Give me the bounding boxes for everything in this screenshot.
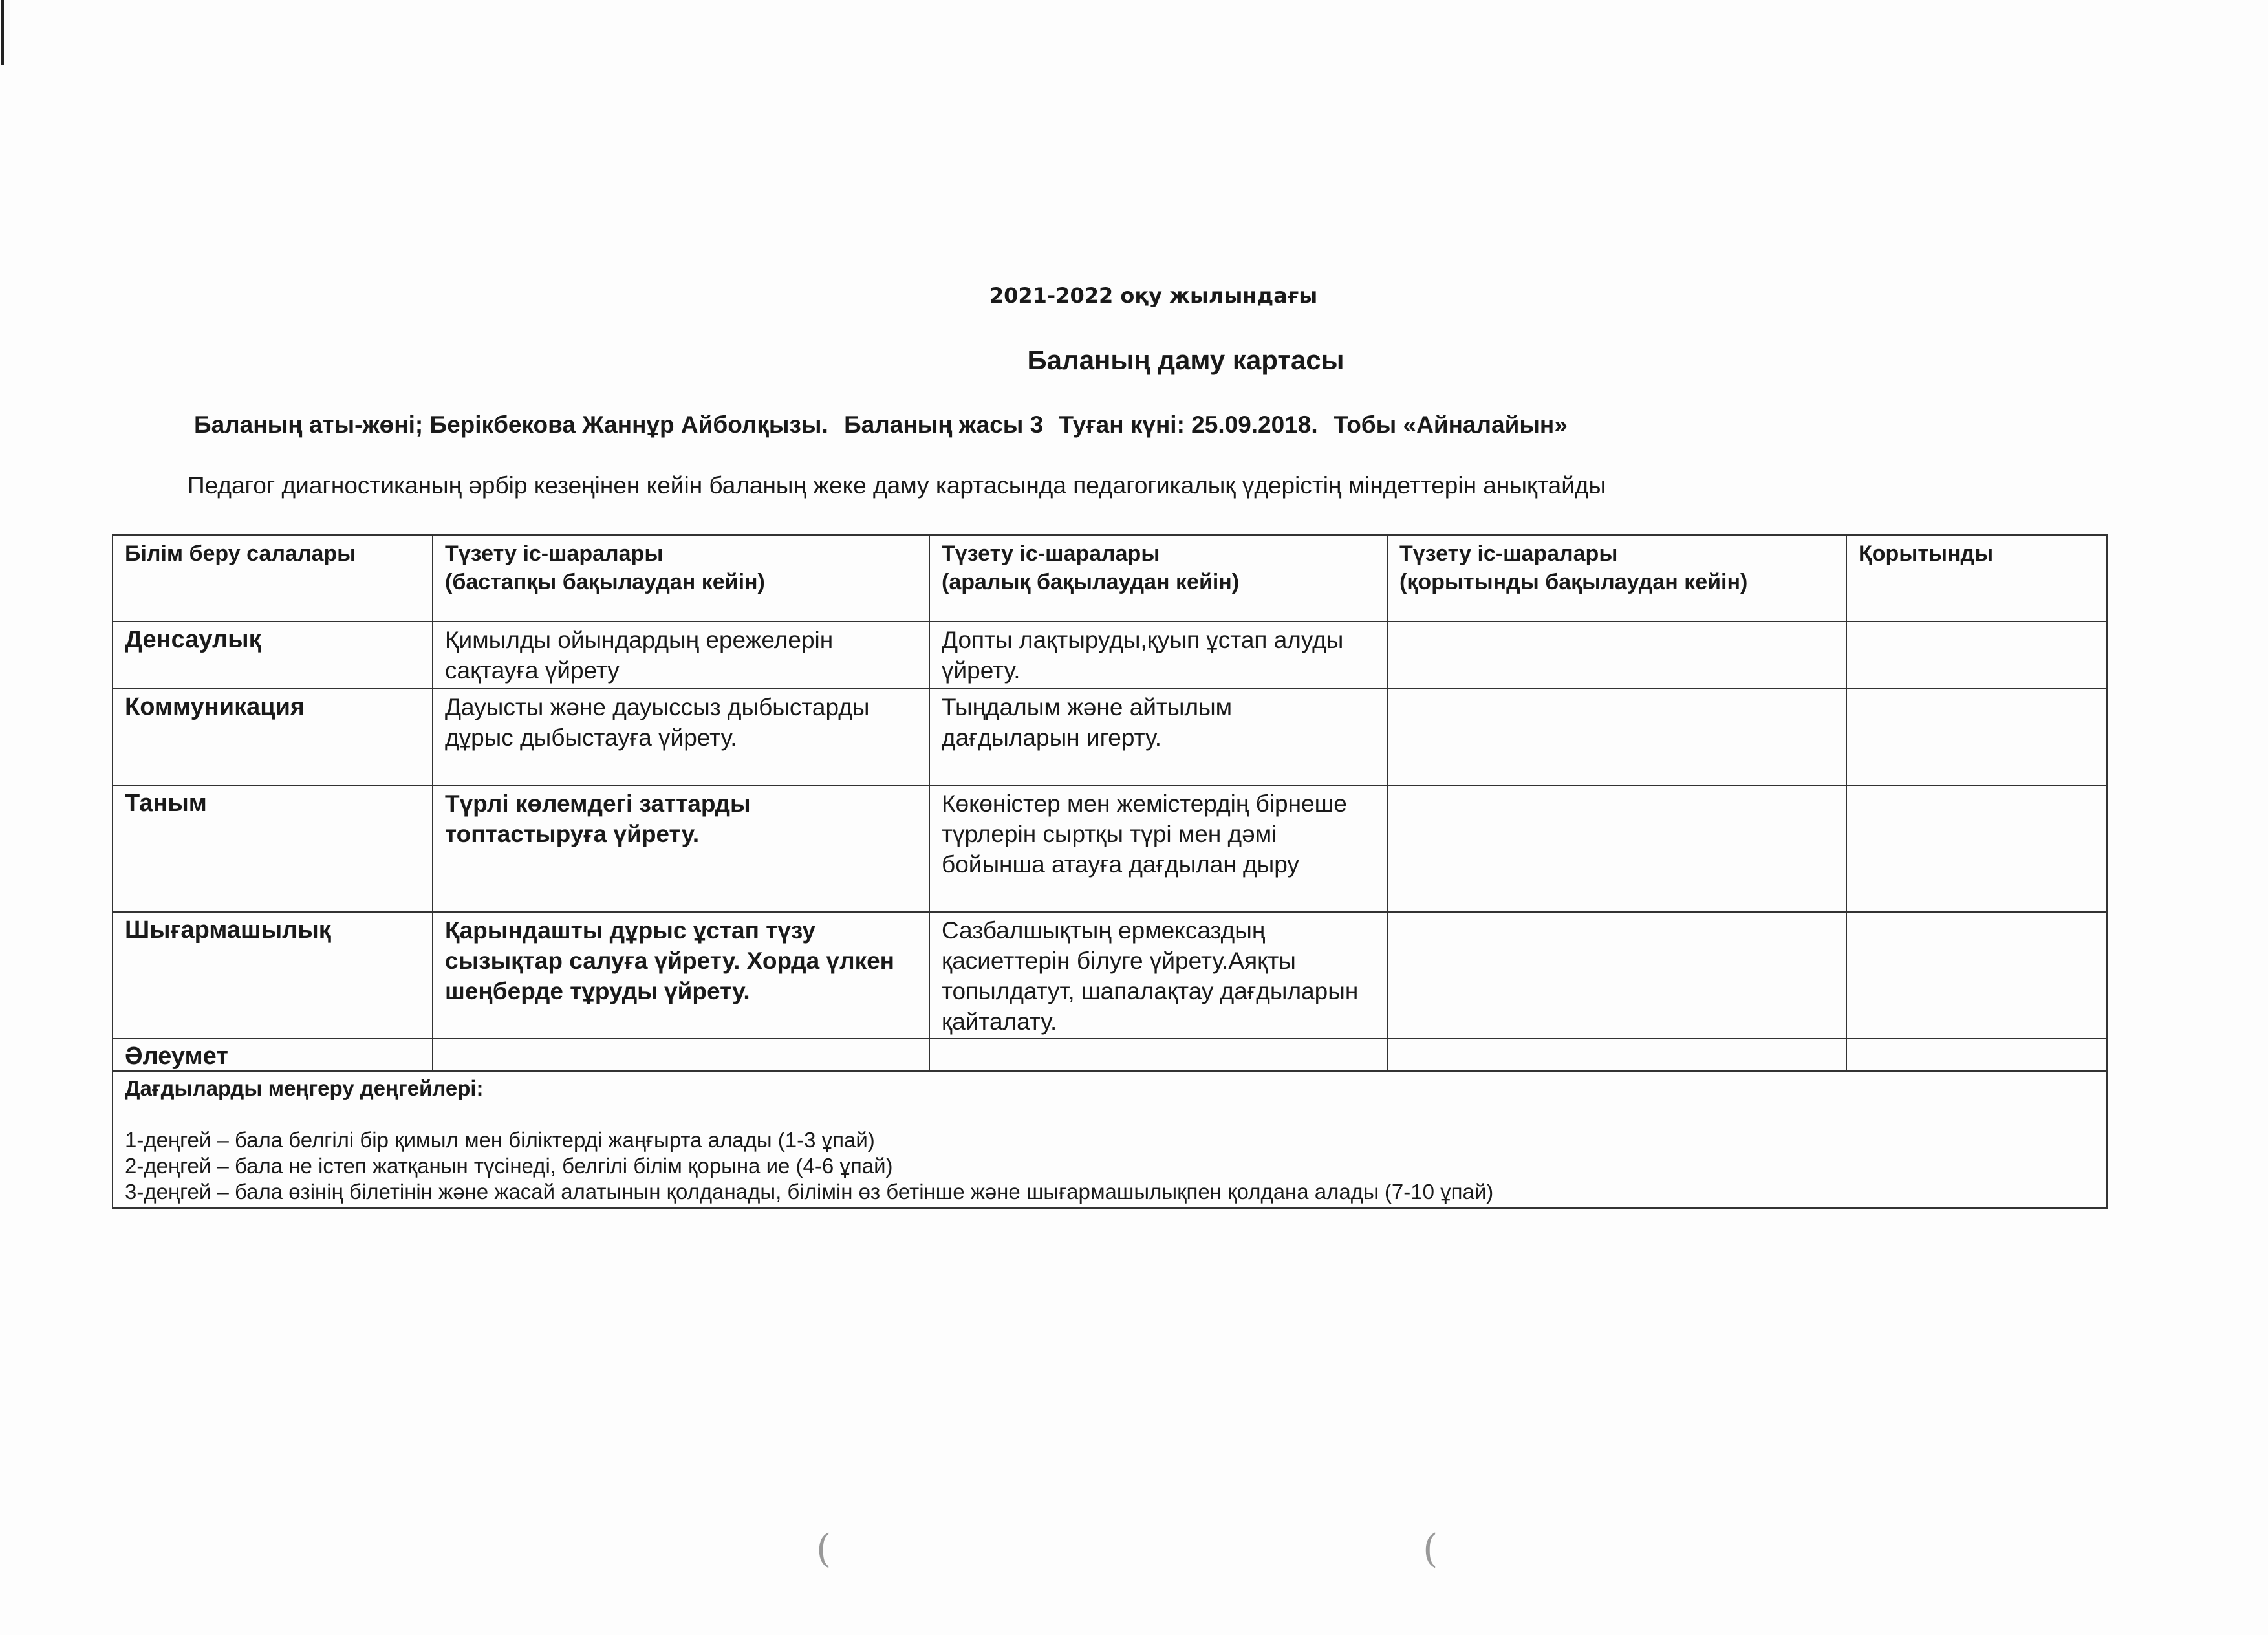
header-cell-final: Түзету іс-шаралары (қорытынды бақылаудан кейін) [1387, 535, 1846, 622]
result-cell [1846, 622, 2107, 689]
interim-cell: Допты лақтыруды,қуып ұстап алуды үйрету. [929, 622, 1387, 689]
area-cell: Таным [113, 785, 433, 912]
final-cell [1387, 689, 1846, 785]
final-cell [1387, 912, 1846, 1039]
child-name: Баланың аты-жөні; Берікбекова Жаннұр Айболқызы. [194, 411, 828, 438]
table-row [113, 689, 2107, 785]
punch-hole-mark: ( [1423, 1526, 1438, 1572]
header-cell-interim: Түзету іс-шаралары (аралық бақылаудан кейін) [929, 535, 1387, 622]
initial-cell: Түрлі көлемдегі заттарды топтастыруға үйрету. [433, 785, 929, 912]
document-title: Баланың даму картасы [1027, 345, 1345, 375]
academic-year: 2021-2022 оқу жылындағы [989, 283, 1318, 308]
header-cell-result: Қорытынды [1846, 535, 2107, 622]
scan-edge-line [1, 0, 4, 65]
area-cell: Әлеумет [113, 1039, 433, 1071]
instruction-note: Педагог диагностиканың әрбір кезеңінен кейін баланың жеке даму картасында педагогикалық үдерістің міндеттерін анықтайды [188, 472, 1606, 499]
result-cell [1846, 912, 2107, 1039]
group-name: Тобы «Айналайын» [1333, 411, 1568, 438]
result-cell [1846, 1039, 2107, 1071]
table-header-row [113, 535, 2107, 622]
initial-cell: Қимылды ойындардың ережелерін сақтауға үйрету [433, 622, 929, 689]
interim-cell: Көкөністер мен жемістердің бірнеше түрлерін сыртқы түрі мен дәмі бойынша атауға дағдылан дыру [929, 785, 1387, 912]
punch-hole-mark: ( [816, 1526, 832, 1572]
levels-cell [113, 1071, 2107, 1208]
result-cell [1846, 689, 2107, 785]
levels-title: Дағдыларды меңгеру деңгейлері: [125, 1076, 484, 1100]
level-item: 2-деңгей – бала не істеп жатқанын түсінеді, белгілі білім қорына ие (4-6 ұпай) [125, 1154, 893, 1178]
development-map-table [112, 534, 2108, 1209]
birth-date: Туған күні: 25.09.2018. [1059, 411, 1318, 438]
final-cell [1387, 785, 1846, 912]
area-cell: Шығармашылық [113, 912, 433, 1039]
interim-cell [929, 1039, 1387, 1071]
table-row [113, 912, 2107, 1039]
child-info-line [194, 411, 1577, 439]
header-cell-area: Білім беру салалары [113, 535, 433, 622]
table-row [113, 785, 2107, 912]
initial-cell: Қарындашты дұрыс ұстап түзу сызықтар салуға үйрету. Хорда үлкен шеңберде тұруды үйрету. [433, 912, 929, 1039]
initial-cell [433, 1039, 929, 1071]
child-age: Баланың жасы 3 [844, 411, 1044, 438]
area-cell: Денсаулық [113, 622, 433, 689]
initial-cell: Дауысты және дауыссыз дыбыстарды дұрыс дыбыстауға үйрету. [433, 689, 929, 785]
table-row [113, 622, 2107, 689]
interim-cell: Сазбалшықтың ермексаздың қасиеттерін білуге үйрету.Аяқты топылдатут, шапалақтау дағдыларын қайталату. [929, 912, 1387, 1039]
final-cell [1387, 622, 1846, 689]
level-item: 1-деңгей – бала белгілі бір қимыл мен біліктерді жаңғырта алады (1-3 ұпай) [125, 1128, 875, 1152]
header-cell-initial: Түзету іс-шаралары (бастапқы бақылаудан кейін) [433, 535, 929, 622]
final-cell [1387, 1039, 1846, 1071]
level-item: 3-деңгей – бала өзінің білетінін және жасай алатынын қолданады, білімін өз бетінше және шығармашылықпен қолдана алады (7-10 ұпай) [125, 1180, 1494, 1204]
area-cell: Коммуникация [113, 689, 433, 785]
table-row [113, 1039, 2107, 1071]
levels-row [113, 1071, 2107, 1208]
result-cell [1846, 785, 2107, 912]
interim-cell: Тыңдалым және айтылым дағдыларын игерту. [929, 689, 1387, 785]
